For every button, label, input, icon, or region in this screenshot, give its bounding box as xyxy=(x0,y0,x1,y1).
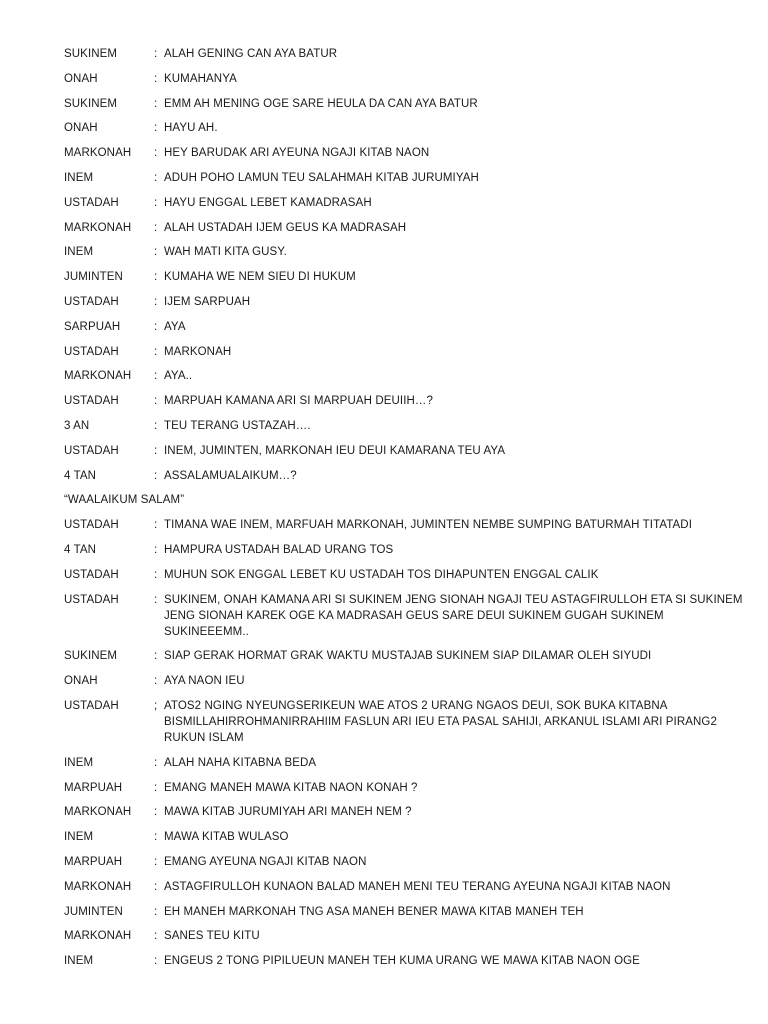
separator: : xyxy=(154,320,158,333)
dialogue-line xyxy=(64,120,744,136)
dialogue-text: ALAH NAHA KITABNA BEDA xyxy=(164,756,317,769)
speaker-name: USTADAH xyxy=(64,345,119,358)
dialogue-line xyxy=(64,269,744,285)
dialogue-line xyxy=(64,344,744,360)
dialogue-text: MARPUAH KAMANA ARI SI MARPUAH DEUIIH…? xyxy=(164,395,433,408)
separator: ; xyxy=(154,699,158,712)
separator: : xyxy=(154,246,158,259)
dialogue-text: TIMANA WAE INEM, MARFUAH MARKONAH, JUMINTEN NEMBE SUMPING BATURMAH TITATADI xyxy=(164,519,693,532)
separator: : xyxy=(154,395,158,408)
dialogue-line xyxy=(64,804,744,820)
dialogue-line xyxy=(64,145,744,161)
dialogue-line xyxy=(64,393,744,409)
dialogue-text: EMANG MANEH MAWA KITAB NAON KONAH ? xyxy=(164,781,418,794)
dialogue-line xyxy=(64,517,744,533)
dialogue-line xyxy=(64,368,744,384)
dialogue-line xyxy=(64,418,744,434)
dialogue-text: MAWA KITAB WULASO xyxy=(164,831,289,844)
stage-line: “WAALAIKUM SALAM” xyxy=(64,494,185,507)
dialogue-text: ASTAGFIRULLOH KUNAON BALAD MANEH MENI TEU TERANG AYEUNA NGAJI KITAB NAON xyxy=(164,880,671,893)
speaker-name: 3 AN xyxy=(64,419,90,432)
dialogue-line xyxy=(64,953,744,969)
speaker-name: MARPUAH xyxy=(64,781,123,794)
separator: : xyxy=(154,593,158,606)
dialogue-text: SUKINEM, ONAH KAMANA ARI SI SUKINEM JENG SIONAH NGAJI TEU ASTAGFIRULLOH ETA SI SUKINEM JENG SIONAH KAREK OGE KA MADRASAH GEUS SARE DEUI SUKINEM GUGAH SUKINEM SUKINEEEMM.. xyxy=(164,593,743,638)
dialogue-line xyxy=(64,829,744,845)
dialogue-text: TEU TERANG USTAZAH…. xyxy=(164,419,311,432)
dialogue-line xyxy=(64,542,744,558)
dialogue-line xyxy=(64,46,744,62)
dialogue-text: EH MANEH MARKONAH TNG ASA MANEH BENER MAWA KITAB MANEH TEH xyxy=(164,905,584,918)
separator: : xyxy=(154,543,158,556)
speaker-name: USTADAH xyxy=(64,196,119,209)
dialogue-line xyxy=(64,71,744,87)
speaker-name: SUKINEM xyxy=(64,97,118,110)
dialogue-text: SIAP GERAK HORMAT GRAK WAKTU MUSTAJAB SUKINEM SIAP DILAMAR OLEH SIYUDI xyxy=(164,650,652,663)
dialogue-line xyxy=(64,698,744,746)
dialogue-line xyxy=(64,648,744,664)
dialogue-line xyxy=(64,755,744,771)
separator: : xyxy=(154,756,158,769)
speaker-name: USTADAH xyxy=(64,568,119,581)
dialogue-line xyxy=(64,195,744,211)
separator: : xyxy=(154,806,158,819)
speaker-name: MARKONAH xyxy=(64,370,132,383)
dialogue-text: INEM, JUMINTEN, MARKONAH IEU DEUI KAMARANA TEU AYA xyxy=(164,444,506,457)
speaker-name: ONAH xyxy=(64,122,98,135)
separator: : xyxy=(154,880,158,893)
speaker-name: INEM xyxy=(64,246,94,259)
speaker-name: SUKINEM xyxy=(64,650,118,663)
speaker-name: JUMINTEN xyxy=(64,905,123,918)
speaker-name: MARKONAH xyxy=(64,221,132,234)
separator: : xyxy=(154,370,158,383)
dialogue-text: ADUH POHO LAMUN TEU SALAHMAH KITAB JURUMIYAH xyxy=(164,171,479,184)
dialogue-text: MARKONAH xyxy=(164,345,232,358)
dialogue-line xyxy=(64,592,744,640)
separator: : xyxy=(154,97,158,110)
separator: : xyxy=(154,72,158,85)
separator: : xyxy=(154,568,158,581)
speaker-name: SUKINEM xyxy=(64,48,118,60)
speaker-name: INEM xyxy=(64,756,94,769)
separator: : xyxy=(154,955,158,968)
dialogue-line xyxy=(64,492,744,508)
separator: : xyxy=(154,831,158,844)
dialogue-text: MUHUN SOK ENGGAL LEBET KU USTADAH TOS DIHAPUNTEN ENGGAL CALIK xyxy=(164,568,599,581)
separator: : xyxy=(154,271,158,284)
speaker-name: MARKONAH xyxy=(64,806,132,819)
dialogue-line xyxy=(64,780,744,796)
dialogue-text: ALAH USTADAH IJEM GEUS KA MADRASAH xyxy=(164,221,407,234)
dialogue-line xyxy=(64,443,744,459)
speaker-name: USTADAH xyxy=(64,395,119,408)
dialogue-line xyxy=(64,170,744,186)
speaker-name: ONAH xyxy=(64,675,98,688)
speaker-name: USTADAH xyxy=(64,593,119,606)
separator: : xyxy=(154,48,158,60)
dialogue-text: MAWA KITAB JURUMIYAH ARI MANEH NEM ? xyxy=(164,806,412,819)
speaker-name: MARKONAH xyxy=(64,147,132,160)
separator: : xyxy=(154,855,158,868)
separator: : xyxy=(154,930,158,943)
dialogue-line xyxy=(64,294,744,310)
dialogue-text: HAMPURA USTADAH BALAD URANG TOS xyxy=(164,543,394,556)
dialogue-text: ASSALAMUALAIKUM…? xyxy=(164,469,297,482)
speaker-name: INEM xyxy=(64,831,94,844)
separator: : xyxy=(154,419,158,432)
speaker-name: MARPUAH xyxy=(64,855,123,868)
speaker-name: MARKONAH xyxy=(64,880,132,893)
separator: : xyxy=(154,221,158,234)
dialogue-text: AYA xyxy=(164,320,186,333)
separator: : xyxy=(154,905,158,918)
dialogue-line xyxy=(64,879,744,895)
separator: : xyxy=(154,781,158,794)
dialogue-text: IJEM SARPUAH xyxy=(164,295,251,308)
dialogue-line xyxy=(64,673,744,689)
dialogue-text: KUMAHANYA xyxy=(164,72,237,85)
dialogue-line xyxy=(64,319,744,335)
separator: : xyxy=(154,519,158,532)
speaker-name: USTADAH xyxy=(64,699,119,712)
dialogue-text: HEY BARUDAK ARI AYEUNA NGAJI KITAB NAON xyxy=(164,147,430,160)
dialogue-line xyxy=(64,904,744,920)
speaker-name: 4 TAN xyxy=(64,543,97,556)
separator: : xyxy=(154,345,158,358)
dialogue-text: ATOS2 NGING NYEUNGSERIKEUN WAE ATOS 2 URANG NGAOS DEUI, SOK BUKA KITABNA BISMILLAHIRROHMANIRRAHIIM FASLUN ARI IEU ETA PASAL SAHIJI, ARKANUL ISLAMI ARI PIRANG2 RUKUN ISLAM xyxy=(164,699,717,744)
speaker-name: INEM xyxy=(64,171,94,184)
dialogue-text: KUMAHA WE NEM SIEU DI HUKUM xyxy=(164,271,356,284)
separator: : xyxy=(154,171,158,184)
speaker-name: INEM xyxy=(64,955,94,968)
dialogue-line xyxy=(64,468,744,484)
dialogue-text: AYA NAON IEU xyxy=(164,675,245,688)
speaker-name: ONAH xyxy=(64,72,98,85)
speaker-name: USTADAH xyxy=(64,519,119,532)
separator: : xyxy=(154,650,158,663)
dialogue-line xyxy=(64,220,744,236)
speaker-name: JUMINTEN xyxy=(64,271,123,284)
dialogue-text: ENGEUS 2 TONG PIPILUEUN MANEH TEH KUMA URANG WE MAWA KITAB NAON OGE xyxy=(164,955,640,968)
speaker-name: 4 TAN xyxy=(64,469,97,482)
speaker-name: MARKONAH xyxy=(64,930,132,943)
separator: : xyxy=(154,147,158,160)
dialogue-text: ALAH GENING CAN AYA BATUR xyxy=(164,48,338,60)
dialogue-text: EMM AH MENING OGE SARE HEULA DA CAN AYA BATUR xyxy=(164,97,478,110)
dialogue-text: EMANG AYEUNA NGAJI KITAB NAON xyxy=(164,855,367,868)
speaker-name: USTADAH xyxy=(64,444,119,457)
dialogue-text: AYA.. xyxy=(164,370,193,383)
separator: : xyxy=(154,295,158,308)
dialogue-text: SANES TEU KITU xyxy=(164,930,260,943)
separator: : xyxy=(154,196,158,209)
dialogue-text: HAYU ENGGAL LEBET KAMADRASAH xyxy=(164,196,372,209)
separator: : xyxy=(154,675,158,688)
separator: : xyxy=(154,122,158,135)
speaker-name: USTADAH xyxy=(64,295,119,308)
dialogue-line xyxy=(64,854,744,870)
dialogue-text: HAYU AH. xyxy=(164,122,218,135)
dialogue-line xyxy=(64,244,744,260)
dialogue-line xyxy=(64,928,744,944)
speaker-name: SARPUAH xyxy=(64,320,121,333)
dialogue-text: WAH MATI KITA GUSY. xyxy=(164,246,287,259)
dialogue-line xyxy=(64,567,744,583)
separator: : xyxy=(154,469,158,482)
separator: : xyxy=(154,444,158,457)
dialogue-line xyxy=(64,96,744,112)
